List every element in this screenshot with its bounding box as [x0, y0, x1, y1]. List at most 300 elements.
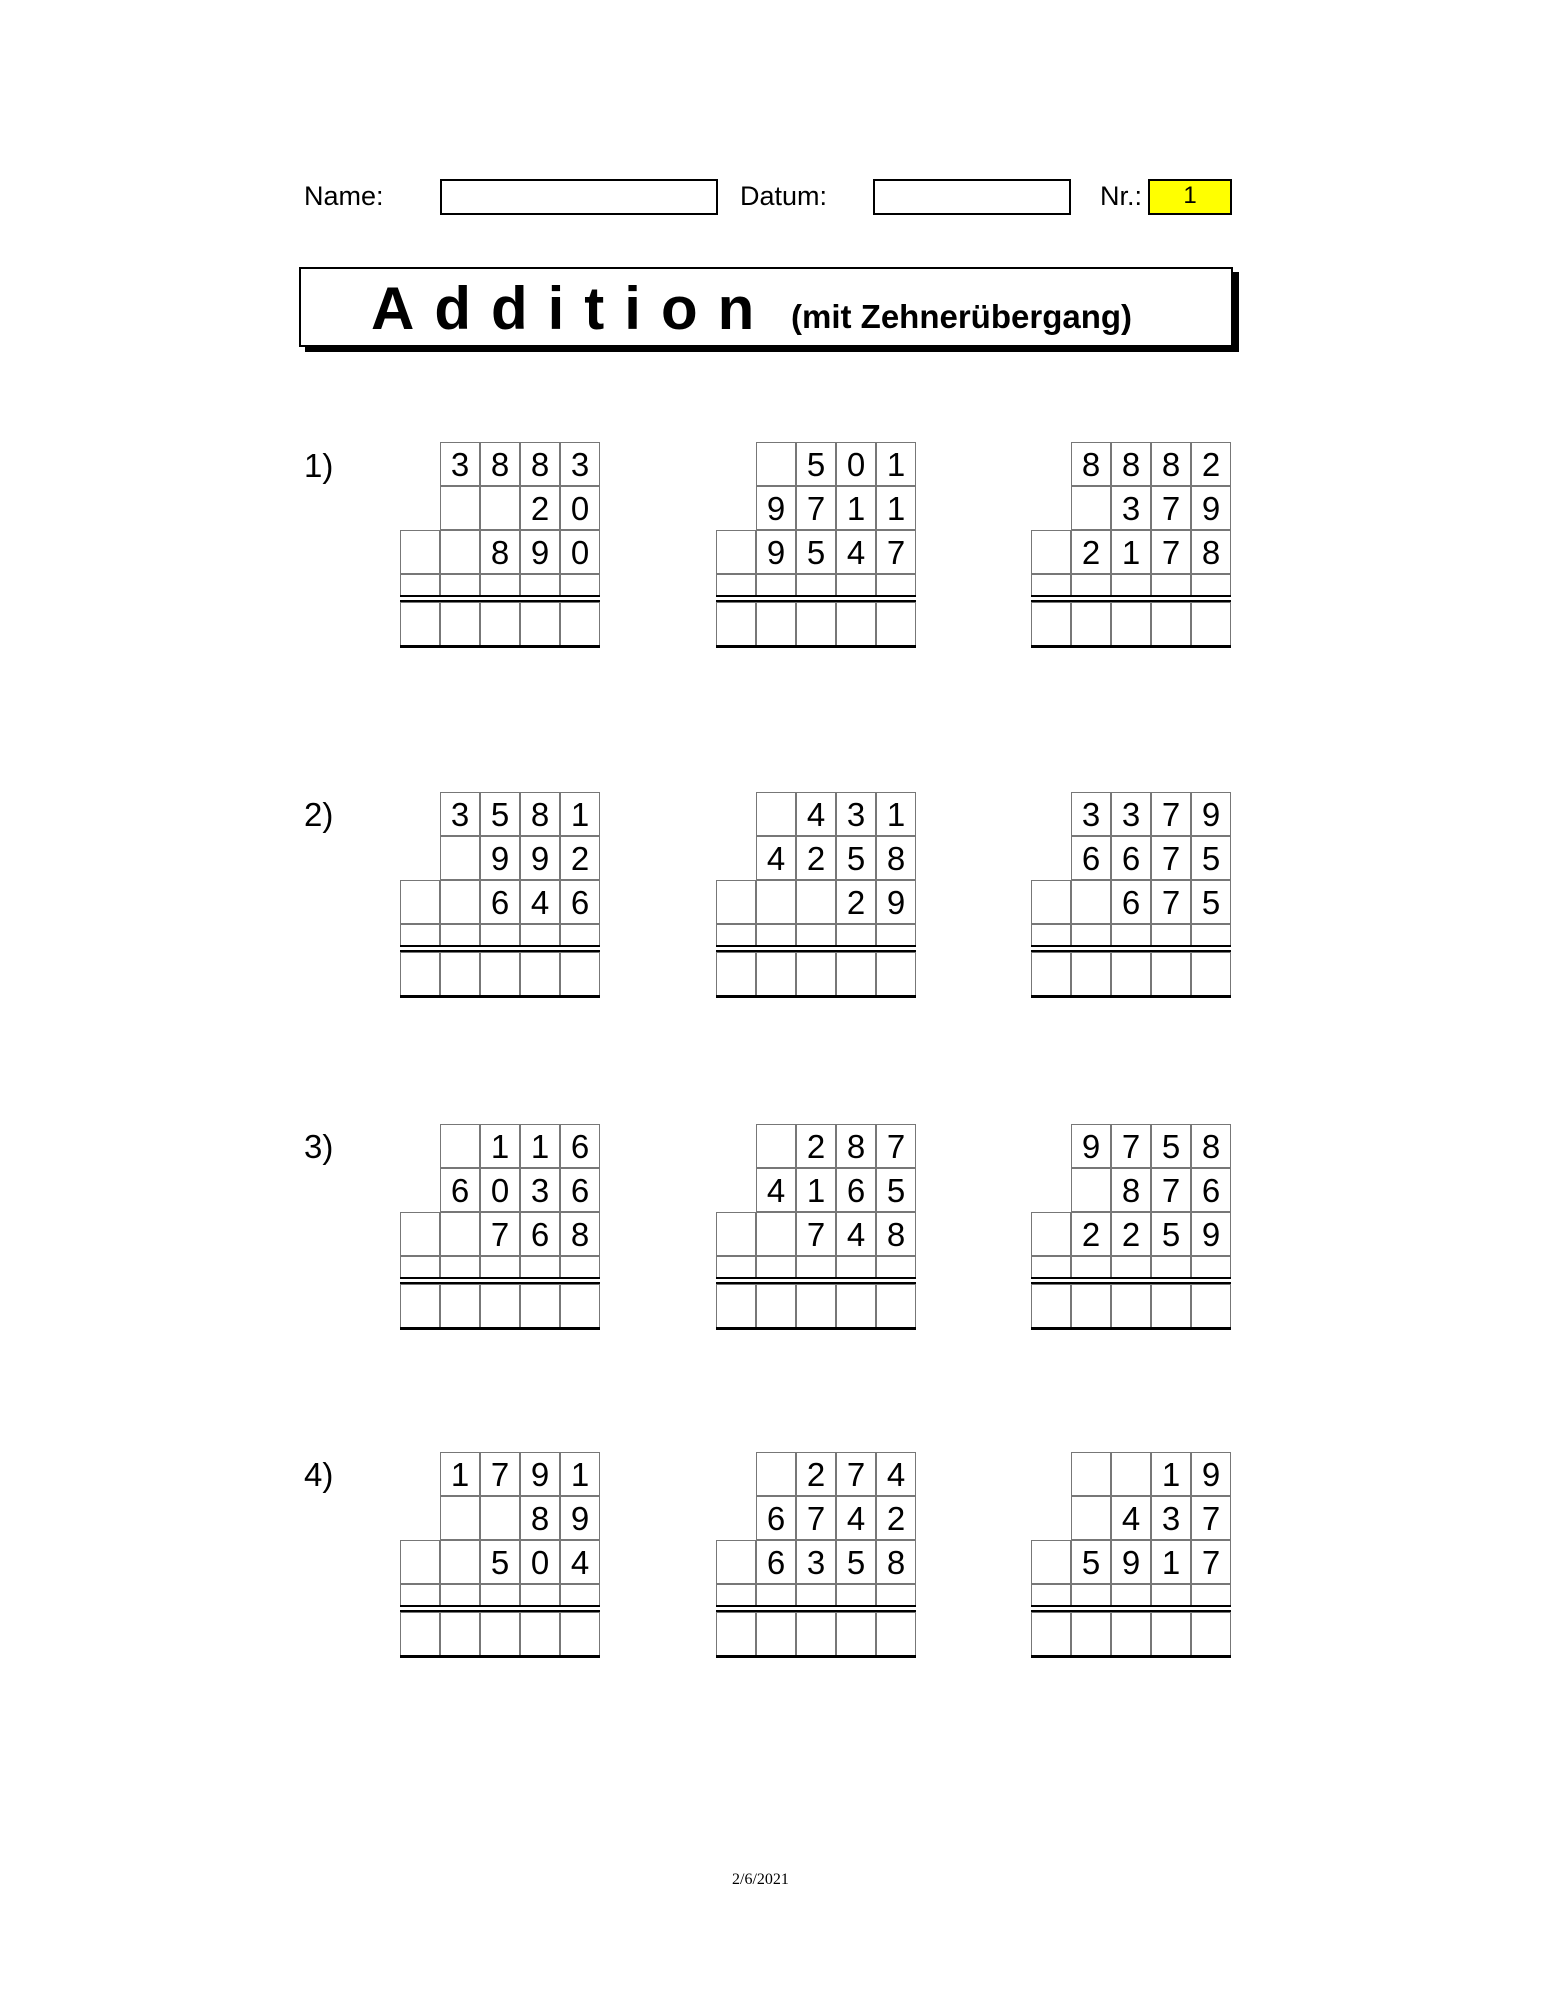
result-bottom-line: [400, 645, 600, 648]
result-cell[interactable]: [1191, 1612, 1231, 1656]
result-cell[interactable]: [1111, 1612, 1151, 1656]
carry-cell[interactable]: [756, 924, 796, 946]
carry-cell[interactable]: [836, 574, 876, 596]
digit-cell: 7: [876, 530, 916, 574]
result-cell[interactable]: [1111, 602, 1151, 646]
carry-cell[interactable]: [1191, 1256, 1231, 1278]
result-cell[interactable]: [400, 602, 440, 646]
result-cell[interactable]: [480, 1612, 520, 1656]
digit-cell: 1: [1151, 1452, 1191, 1496]
digit-cell: 8: [876, 1212, 916, 1256]
digit-cell: 1: [560, 1452, 600, 1496]
digit-cell: 6: [836, 1168, 876, 1212]
carry-cell[interactable]: [756, 1256, 796, 1278]
result-bottom-line: [716, 1327, 916, 1330]
digit-cell: 1: [520, 1124, 560, 1168]
digit-cell: 8: [560, 1212, 600, 1256]
empty-cell: [440, 1212, 480, 1256]
result-cell[interactable]: [716, 602, 756, 646]
empty-cell: [756, 1452, 796, 1496]
result-cell[interactable]: [1031, 952, 1071, 996]
digit-cell: 0: [560, 486, 600, 530]
empty-cell: [440, 486, 480, 530]
digit-cell: 9: [1191, 1452, 1231, 1496]
carry-cell[interactable]: [1071, 1256, 1111, 1278]
carry-cell[interactable]: [1151, 1256, 1191, 1278]
carry-cell[interactable]: [520, 574, 560, 596]
digit-cell: 8: [520, 792, 560, 836]
title-sub: (mit Zehnerübergang): [791, 298, 1133, 335]
digit-cell: 3: [560, 442, 600, 486]
digit-cell: 9: [560, 1496, 600, 1540]
digit-cell: 8: [836, 1124, 876, 1168]
result-cell[interactable]: [876, 952, 916, 996]
result-cell[interactable]: [520, 602, 560, 646]
carry-cell[interactable]: [716, 574, 756, 596]
empty-cell: [756, 880, 796, 924]
digit-cell: 4: [836, 530, 876, 574]
name-field[interactable]: [440, 179, 718, 215]
sum-line: [716, 600, 916, 602]
digit-cell: 3: [1151, 1496, 1191, 1540]
carry-cell[interactable]: [400, 1256, 440, 1278]
carry-cell[interactable]: [520, 1584, 560, 1606]
carry-cell[interactable]: [796, 1256, 836, 1278]
result-cell[interactable]: [1031, 1284, 1071, 1328]
digit-cell: 2: [876, 1496, 916, 1540]
carry-cell[interactable]: [1071, 1584, 1111, 1606]
result-bottom-line: [716, 645, 916, 648]
digit-cell: 7: [796, 1212, 836, 1256]
result-cell[interactable]: [1031, 1612, 1071, 1656]
empty-cell: [1071, 1496, 1111, 1540]
digit-cell: 4: [876, 1452, 916, 1496]
empty-cell: [756, 442, 796, 486]
carry-cell[interactable]: [400, 1584, 440, 1606]
digit-cell: 5: [1191, 880, 1231, 924]
result-cell[interactable]: [796, 1612, 836, 1656]
result-bottom-line: [1031, 1655, 1231, 1658]
empty-cell: [1031, 1212, 1071, 1256]
digit-cell: 8: [876, 836, 916, 880]
empty-cell: [716, 1212, 756, 1256]
digit-cell: 7: [1151, 530, 1191, 574]
carry-cell[interactable]: [876, 924, 916, 946]
digit-cell: 8: [480, 530, 520, 574]
digit-cell: 7: [1151, 880, 1191, 924]
problem-3-2: [716, 1124, 916, 1334]
digit-cell: 1: [560, 792, 600, 836]
problem-3-3: [1031, 1124, 1231, 1334]
digit-cell: 9: [1191, 486, 1231, 530]
digit-cell: 8: [876, 1540, 916, 1584]
digit-cell: 6: [520, 1212, 560, 1256]
digit-cell: 2: [796, 1452, 836, 1496]
result-cell[interactable]: [520, 952, 560, 996]
digit-cell: 9: [520, 530, 560, 574]
result-cell[interactable]: [440, 602, 480, 646]
carry-cell[interactable]: [560, 574, 600, 596]
sum-line: [1031, 1277, 1231, 1279]
empty-cell: [1071, 1452, 1111, 1496]
carry-cell[interactable]: [836, 924, 876, 946]
result-cell[interactable]: [1151, 1284, 1191, 1328]
carry-cell[interactable]: [716, 1256, 756, 1278]
result-cell[interactable]: [1031, 602, 1071, 646]
result-cell[interactable]: [560, 952, 600, 996]
digit-cell: 6: [440, 1168, 480, 1212]
digit-cell: 4: [560, 1540, 600, 1584]
digit-cell: 3: [1111, 486, 1151, 530]
digit-cell: 7: [1151, 792, 1191, 836]
digit-cell: 5: [836, 1540, 876, 1584]
digit-cell: 1: [1111, 530, 1151, 574]
sum-line: [400, 1282, 600, 1284]
row-label-1: 1): [304, 447, 334, 484]
result-cell[interactable]: [520, 1612, 560, 1656]
sum-line: [1031, 950, 1231, 952]
empty-cell: [756, 1212, 796, 1256]
carry-cell[interactable]: [796, 574, 836, 596]
empty-cell: [1031, 530, 1071, 574]
digit-cell: 8: [1111, 442, 1151, 486]
sum-line: [1031, 1605, 1231, 1607]
carry-cell[interactable]: [560, 1584, 600, 1606]
carry-cell[interactable]: [560, 1256, 600, 1278]
result-cell[interactable]: [400, 1612, 440, 1656]
title-box: [299, 267, 1233, 347]
digit-cell: 6: [480, 880, 520, 924]
digit-cell: 4: [836, 1496, 876, 1540]
sum-line: [400, 1605, 600, 1607]
digit-cell: 7: [480, 1452, 520, 1496]
carry-cell[interactable]: [1111, 574, 1151, 596]
result-cell[interactable]: [1151, 1612, 1191, 1656]
result-cell[interactable]: [1111, 952, 1151, 996]
problem-3-1: [400, 1124, 600, 1334]
carry-cell[interactable]: [480, 1584, 520, 1606]
carry-cell[interactable]: [1191, 924, 1231, 946]
result-cell[interactable]: [480, 1284, 520, 1328]
digit-cell: 4: [756, 1168, 796, 1212]
result-cell[interactable]: [756, 1612, 796, 1656]
empty-cell: [796, 880, 836, 924]
digit-cell: 6: [560, 1124, 600, 1168]
digit-cell: 0: [520, 1540, 560, 1584]
result-cell[interactable]: [756, 952, 796, 996]
digit-cell: 1: [796, 1168, 836, 1212]
row-label-2: 2): [304, 796, 334, 833]
sum-line: [1031, 1282, 1231, 1284]
result-cell[interactable]: [876, 602, 916, 646]
sum-line: [716, 1610, 916, 1612]
result-cell[interactable]: [1071, 1612, 1111, 1656]
result-cell[interactable]: [796, 1284, 836, 1328]
digit-cell: 1: [480, 1124, 520, 1168]
digit-cell: 2: [520, 486, 560, 530]
empty-cell: [756, 1124, 796, 1168]
sum-line: [400, 1277, 600, 1279]
digit-cell: 2: [1191, 442, 1231, 486]
digit-cell: 7: [796, 1496, 836, 1540]
carry-cell[interactable]: [1191, 574, 1231, 596]
sum-line: [716, 1282, 916, 1284]
sum-line: [1031, 1610, 1231, 1612]
carry-cell[interactable]: [876, 1256, 916, 1278]
carry-cell[interactable]: [796, 1584, 836, 1606]
digit-cell: 3: [796, 1540, 836, 1584]
carry-cell[interactable]: [716, 1584, 756, 1606]
problem-2-2: [716, 792, 916, 1002]
digit-cell: 9: [756, 486, 796, 530]
result-cell[interactable]: [1191, 602, 1231, 646]
problem-2-1: [400, 792, 600, 1002]
digit-cell: 3: [836, 792, 876, 836]
result-cell[interactable]: [1151, 952, 1191, 996]
result-bottom-line: [716, 1655, 916, 1658]
digit-cell: 4: [756, 836, 796, 880]
digit-cell: 6: [1071, 836, 1111, 880]
result-cell[interactable]: [716, 952, 756, 996]
digit-cell: 7: [1111, 1124, 1151, 1168]
digit-cell: 5: [1071, 1540, 1111, 1584]
result-cell[interactable]: [756, 1284, 796, 1328]
digit-cell: 7: [480, 1212, 520, 1256]
digit-cell: 5: [1151, 1212, 1191, 1256]
carry-cell[interactable]: [1071, 924, 1111, 946]
digit-cell: 8: [520, 442, 560, 486]
digit-cell: 7: [796, 486, 836, 530]
result-cell[interactable]: [400, 952, 440, 996]
digit-cell: 5: [1151, 1124, 1191, 1168]
carry-cell[interactable]: [1151, 574, 1191, 596]
carry-cell[interactable]: [1031, 1256, 1071, 1278]
result-cell[interactable]: [1151, 602, 1191, 646]
carry-cell[interactable]: [876, 574, 916, 596]
result-cell[interactable]: [440, 1284, 480, 1328]
empty-cell: [440, 1124, 480, 1168]
digit-cell: 7: [1191, 1540, 1231, 1584]
carry-cell[interactable]: [1111, 1584, 1151, 1606]
digit-cell: 9: [1191, 1212, 1231, 1256]
digit-cell: 0: [560, 530, 600, 574]
empty-cell: [1031, 880, 1071, 924]
nr-field[interactable]: 1: [1148, 179, 1232, 215]
carry-cell[interactable]: [400, 574, 440, 596]
digit-cell: 3: [440, 442, 480, 486]
empty-cell: [440, 836, 480, 880]
digit-cell: 4: [836, 1212, 876, 1256]
digit-cell: 7: [1191, 1496, 1231, 1540]
title-main: Addition: [371, 275, 775, 342]
result-bottom-line: [400, 1655, 600, 1658]
digit-cell: 5: [796, 442, 836, 486]
carry-cell[interactable]: [1151, 924, 1191, 946]
digit-cell: 0: [480, 1168, 520, 1212]
digit-cell: 7: [1151, 1168, 1191, 1212]
digit-cell: 8: [520, 1496, 560, 1540]
problem-2-3: [1031, 792, 1231, 1002]
digit-cell: 1: [1151, 1540, 1191, 1584]
result-cell[interactable]: [876, 1284, 916, 1328]
carry-cell[interactable]: [1031, 924, 1071, 946]
result-cell[interactable]: [1071, 952, 1111, 996]
result-cell[interactable]: [560, 1284, 600, 1328]
result-cell[interactable]: [1111, 1284, 1151, 1328]
digit-cell: 9: [756, 530, 796, 574]
sum-line: [400, 600, 600, 602]
carry-cell[interactable]: [440, 924, 480, 946]
result-cell[interactable]: [440, 952, 480, 996]
result-cell[interactable]: [796, 952, 836, 996]
carry-cell[interactable]: [1031, 574, 1071, 596]
carry-cell[interactable]: [756, 1584, 796, 1606]
result-cell[interactable]: [876, 1612, 916, 1656]
result-cell[interactable]: [400, 1284, 440, 1328]
sum-line: [1031, 595, 1231, 597]
empty-cell: [716, 1540, 756, 1584]
name-label: Name:: [304, 181, 384, 211]
result-cell[interactable]: [756, 602, 796, 646]
carry-cell[interactable]: [1151, 1584, 1191, 1606]
carry-cell[interactable]: [1111, 1256, 1151, 1278]
sum-line: [400, 950, 600, 952]
digit-cell: 1: [876, 442, 916, 486]
carry-cell[interactable]: [1031, 1584, 1071, 1606]
empty-cell: [716, 530, 756, 574]
digit-cell: 3: [520, 1168, 560, 1212]
carry-cell[interactable]: [876, 1584, 916, 1606]
result-cell[interactable]: [560, 1612, 600, 1656]
digit-cell: 8: [480, 442, 520, 486]
datum-field[interactable]: [873, 179, 1071, 215]
empty-cell: [1111, 1452, 1151, 1496]
empty-cell: [480, 486, 520, 530]
digit-cell: 2: [836, 880, 876, 924]
carry-cell[interactable]: [756, 574, 796, 596]
result-cell[interactable]: [520, 1284, 560, 1328]
carry-cell[interactable]: [716, 924, 756, 946]
carry-cell[interactable]: [560, 924, 600, 946]
result-cell[interactable]: [560, 602, 600, 646]
problem-1-3: [1031, 442, 1231, 652]
result-cell[interactable]: [836, 602, 876, 646]
carry-cell[interactable]: [520, 924, 560, 946]
result-cell[interactable]: [1191, 952, 1231, 996]
sum-line: [716, 1605, 916, 1607]
empty-cell: [1071, 486, 1111, 530]
sum-line: [1031, 600, 1231, 602]
carry-cell[interactable]: [796, 924, 836, 946]
digit-cell: 6: [756, 1540, 796, 1584]
carry-cell[interactable]: [1191, 1584, 1231, 1606]
digit-cell: 8: [1151, 442, 1191, 486]
carry-cell[interactable]: [480, 574, 520, 596]
problem-1-1: [400, 442, 600, 652]
carry-cell[interactable]: [520, 1256, 560, 1278]
digit-cell: 1: [876, 792, 916, 836]
digit-cell: 5: [480, 792, 520, 836]
carry-cell[interactable]: [400, 924, 440, 946]
empty-cell: [440, 1496, 480, 1540]
result-cell[interactable]: [716, 1284, 756, 1328]
digit-cell: 6: [1111, 836, 1151, 880]
result-cell[interactable]: [836, 952, 876, 996]
row-label-4: 4): [304, 1456, 334, 1493]
result-cell[interactable]: [836, 1612, 876, 1656]
carry-cell[interactable]: [480, 924, 520, 946]
result-bottom-line: [400, 995, 600, 998]
empty-cell: [1031, 1540, 1071, 1584]
digit-cell: 7: [1151, 486, 1191, 530]
sum-line: [400, 945, 600, 947]
digit-cell: 8: [1071, 442, 1111, 486]
result-cell[interactable]: [1071, 1284, 1111, 1328]
digit-cell: 3: [1071, 792, 1111, 836]
carry-cell[interactable]: [836, 1584, 876, 1606]
datum-label: Datum:: [740, 181, 828, 211]
digit-cell: 6: [560, 880, 600, 924]
carry-cell[interactable]: [440, 1584, 480, 1606]
digit-cell: 7: [836, 1452, 876, 1496]
digit-cell: 6: [1111, 880, 1151, 924]
result-cell[interactable]: [440, 1612, 480, 1656]
result-cell[interactable]: [716, 1612, 756, 1656]
row-label-3: 3): [304, 1128, 334, 1165]
digit-cell: 9: [520, 1452, 560, 1496]
digit-cell: 4: [1111, 1496, 1151, 1540]
carry-cell[interactable]: [1111, 924, 1151, 946]
digit-cell: 1: [836, 486, 876, 530]
carry-cell[interactable]: [440, 574, 480, 596]
empty-cell: [400, 1540, 440, 1584]
digit-cell: 9: [876, 880, 916, 924]
sum-line: [716, 1277, 916, 1279]
carry-cell[interactable]: [440, 1256, 480, 1278]
digit-cell: 5: [1191, 836, 1231, 880]
result-cell[interactable]: [480, 952, 520, 996]
digit-cell: 2: [1071, 530, 1111, 574]
result-bottom-line: [1031, 995, 1231, 998]
carry-cell[interactable]: [836, 1256, 876, 1278]
digit-cell: 2: [1111, 1212, 1151, 1256]
sum-line: [716, 950, 916, 952]
digit-cell: 5: [480, 1540, 520, 1584]
digit-cell: 8: [1191, 530, 1231, 574]
result-cell[interactable]: [796, 602, 836, 646]
digit-cell: 2: [796, 1124, 836, 1168]
digit-cell: 5: [876, 1168, 916, 1212]
empty-cell: [756, 792, 796, 836]
digit-cell: 2: [560, 836, 600, 880]
carry-cell[interactable]: [480, 1256, 520, 1278]
digit-cell: 9: [480, 836, 520, 880]
digit-cell: 7: [1151, 836, 1191, 880]
result-cell[interactable]: [480, 602, 520, 646]
result-cell[interactable]: [836, 1284, 876, 1328]
digit-cell: 9: [1111, 1540, 1151, 1584]
empty-cell: [1071, 880, 1111, 924]
digit-cell: 1: [876, 486, 916, 530]
footer-date: 2/6/2021: [732, 1871, 789, 1888]
carry-cell[interactable]: [1071, 574, 1111, 596]
digit-cell: 9: [520, 836, 560, 880]
result-cell[interactable]: [1191, 1284, 1231, 1328]
result-cell[interactable]: [1071, 602, 1111, 646]
digit-cell: 6: [756, 1496, 796, 1540]
problem-4-1: [400, 1452, 600, 1662]
digit-cell: 4: [796, 792, 836, 836]
